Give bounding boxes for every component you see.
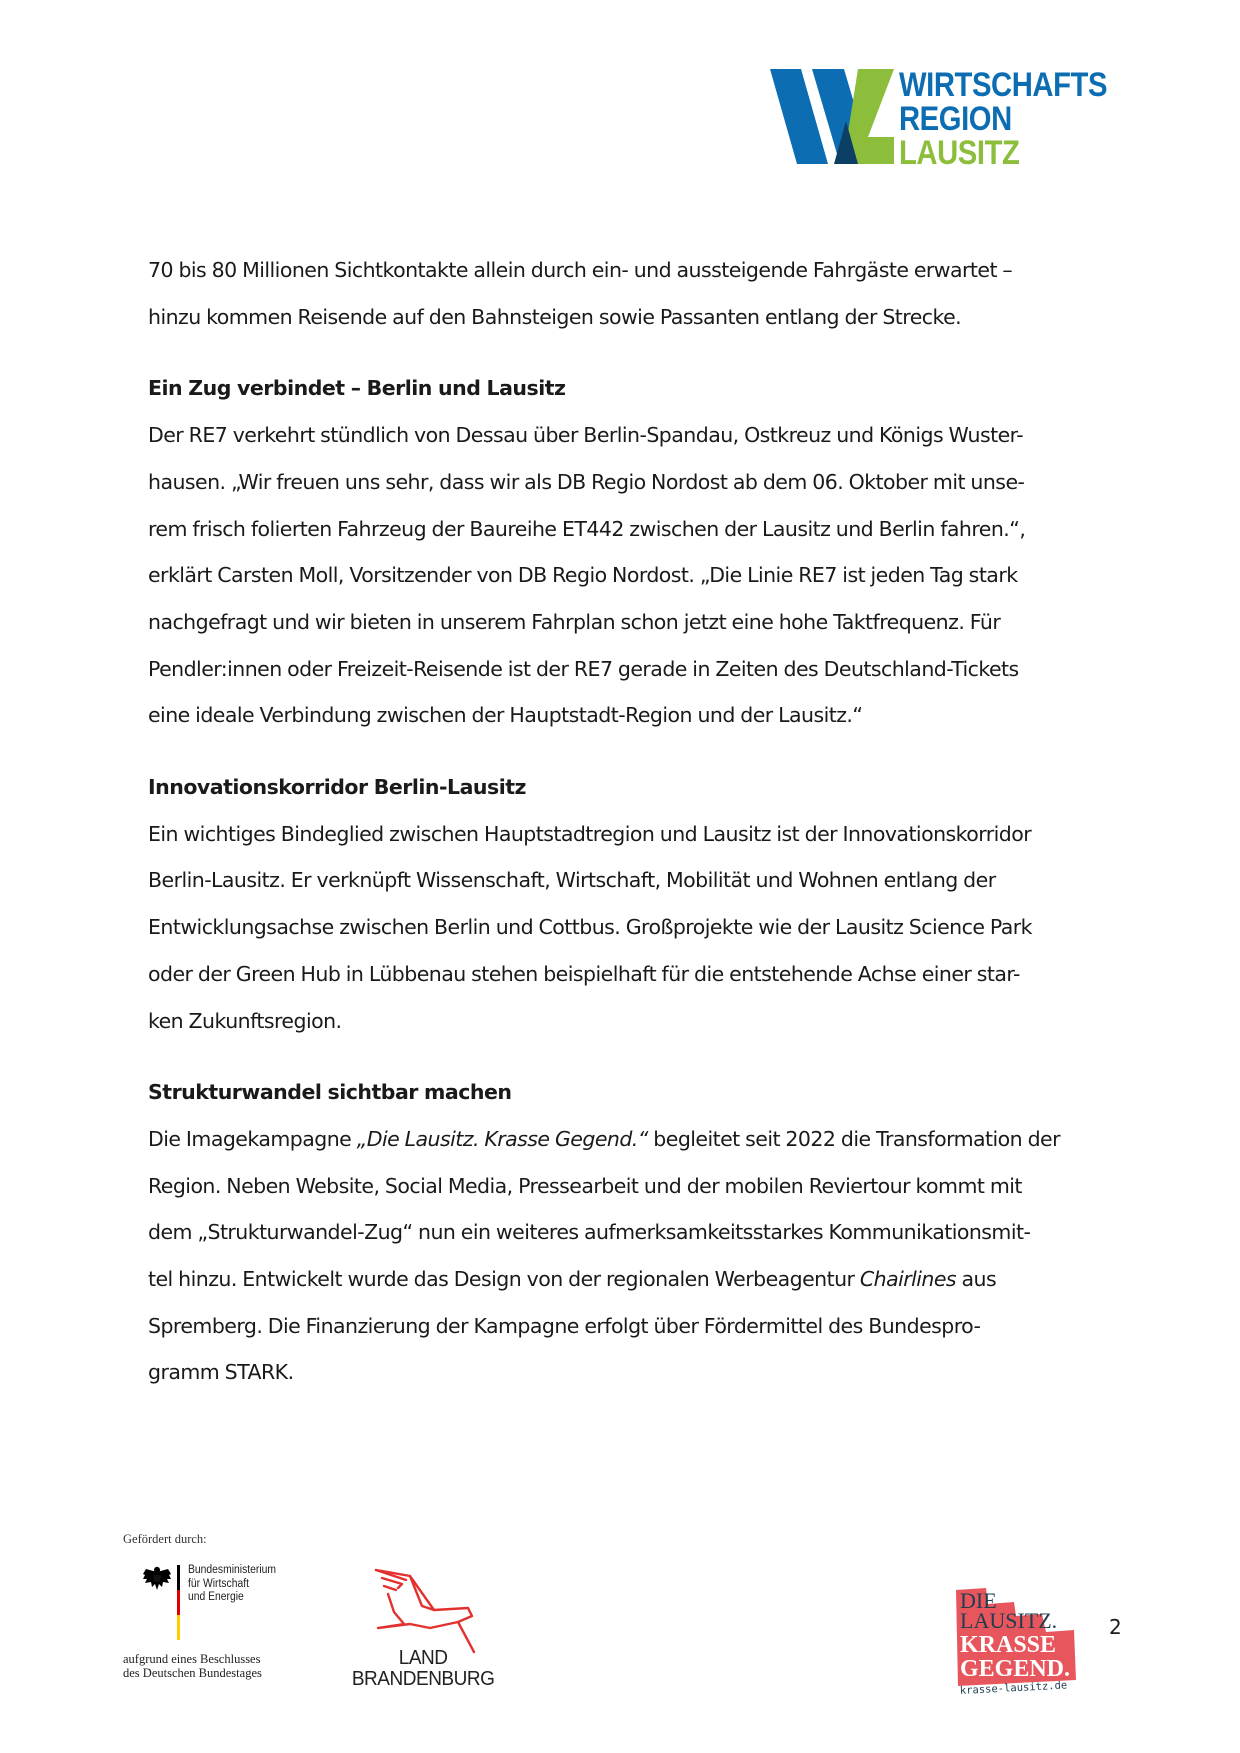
- logo-line-wirtschafts: WIRTSCHAFTS: [899, 66, 1108, 104]
- intro-paragraph: [148, 247, 1128, 340]
- red-eagle-icon: [370, 1566, 480, 1654]
- text-line: [148, 1127, 1060, 1151]
- brandenburg-line: BRANDENBURG: [351, 1668, 495, 1690]
- section-paragraph: [148, 1116, 1128, 1396]
- german-flag-bar: [177, 1565, 180, 1640]
- text-line: ken Zukunftsregion.: [148, 1008, 342, 1033]
- bmwi-logo: [140, 1562, 300, 1642]
- wirtschaftsregion-lausitz-logo: [770, 66, 1130, 172]
- bmwi-line: Bundesministerium: [188, 1564, 277, 1576]
- logo-line-region: REGION: [899, 100, 1012, 138]
- funded-by-label: Gefördert durch:: [123, 1532, 207, 1546]
- campaign-name: „Die Lausitz. Krasse Gegend.“: [356, 1126, 648, 1151]
- text-line: Der RE7 verkehrt stündlich von Dessau über Berlin-Spandau, Ostkreuz und Königs Wuster-: [148, 423, 1024, 448]
- svg-text:LAUSITZ.: LAUSITZ.: [960, 1608, 1058, 1633]
- federal-eagle-icon: [142, 1565, 172, 1591]
- text-line: [148, 1267, 996, 1291]
- text-line: Berlin-Lausitz. Er verknüpft Wissenschaft, Wirtschaft, Mobilität und Wohnen entlang der: [148, 868, 996, 893]
- krasse-gegend-logo: [950, 1586, 1080, 1696]
- agency-name: Chairlines: [859, 1267, 957, 1292]
- section-paragraph: [148, 412, 1128, 739]
- text-line: Pendler:innen oder Freizeit-Reisende ist der RE7 gerade in Zeiten des Deutschland-Tickets: [148, 656, 1019, 681]
- text-fragment: aus: [956, 1267, 997, 1292]
- brandenburg-line: LAND: [398, 1647, 448, 1669]
- text-line: hausen. „Wir freuen uns sehr, dass wir als DB Regio Nordost ab dem 06. Oktober mit unse-: [148, 469, 1025, 494]
- bundestag-note: [123, 1653, 262, 1680]
- section-heading: Innovationskorridor Berlin-Lausitz: [148, 775, 526, 800]
- text-line: oder der Green Hub in Lübbenau stehen beispielhaft für die entstehende Achse einer star-: [148, 961, 1020, 986]
- land-brandenburg-logo: [350, 1562, 510, 1692]
- text-line: gramm STARK.: [148, 1360, 294, 1385]
- text-line: 70 bis 80 Millionen Sichtkontakte allein durch ein- und aussteigende Fahrgäste erwartet –: [148, 258, 1013, 282]
- text-fragment: tel hinzu. Entwickelt wurde das Design von der regionalen Werbeagentur: [148, 1267, 860, 1292]
- text-line: dem „Strukturwandel-Zug“ nun ein weiteres aufmerksamkeitsstarkes Kommunikationsmit-: [148, 1220, 1031, 1245]
- text-fragment: Die Imagekampagne: [148, 1126, 357, 1151]
- brandenburg-wordmark: [350, 1648, 496, 1690]
- section-paragraph: [148, 811, 1128, 1045]
- text-line: eine ideale Verbindung zwischen der Hauptstadt-Region und der Lausitz.“: [148, 703, 863, 728]
- text-line: Ein wichtiges Bindeglied zwischen Hauptstadtregion und Lausitz ist der Innovationskorridor: [148, 821, 1032, 846]
- section-heading: Strukturwandel sichtbar machen: [148, 1080, 512, 1105]
- text-fragment: begleitet seit 2022 die Transformation der: [647, 1126, 1060, 1151]
- bundestag-line: des Deutschen Bundestages: [123, 1665, 262, 1680]
- bmwi-name: [188, 1564, 276, 1605]
- logo-line-lausitz: LAUSITZ: [899, 134, 1020, 172]
- logo-wordmark: [899, 68, 1107, 170]
- text-line: rem frisch folierten Fahrzeug der Baureihe ET442 zwischen der Lausitz und Berlin fahren.“,: [148, 516, 1026, 541]
- krasse-gegend-badge-icon: [950, 1586, 1080, 1696]
- bundestag-line: aufgrund eines Beschlusses: [123, 1652, 261, 1666]
- text-line: hinzu kommen Reisende auf den Bahnsteigen sowie Passanten entlang der Strecke.: [148, 304, 962, 329]
- svg-text:krasse-lausitz.de: krasse-lausitz.de: [959, 1679, 1068, 1696]
- svg-text:GEGEND.: GEGEND.: [960, 1656, 1071, 1682]
- bmwi-line: für Wirtschaft: [188, 1577, 249, 1590]
- document-body: [148, 247, 1128, 1396]
- text-line: Entwicklungsachse zwischen Berlin und Cottbus. Großprojekte wie der Lausitz Science Park: [148, 915, 1032, 940]
- text-line: Spremberg. Die Finanzierung der Kampagne erfolgt über Fördermittel des Bundespro-: [148, 1313, 981, 1338]
- page-number: 2: [1109, 1615, 1122, 1639]
- text-line: erklärt Carsten Moll, Vorsitzender von DB Regio Nordost. „Die Linie RE7 ist jeden Tag stark: [148, 563, 1018, 588]
- w-mark-icon: [770, 69, 894, 164]
- svg-text:DIE: DIE: [960, 1588, 997, 1613]
- svg-text:KRASSE: KRASSE: [960, 1632, 1057, 1658]
- text-line: nachgefragt und wir bieten in unserem Fahrplan schon jetzt eine hohe Taktfrequenz. Für: [148, 609, 1001, 634]
- bmwi-line: und Energie: [188, 1591, 244, 1603]
- text-line: Region. Neben Website, Social Media, Pressearbeit und der mobilen Reviertour kommt mit: [148, 1173, 1022, 1198]
- section-heading: Ein Zug verbindet – Berlin und Lausitz: [148, 376, 566, 401]
